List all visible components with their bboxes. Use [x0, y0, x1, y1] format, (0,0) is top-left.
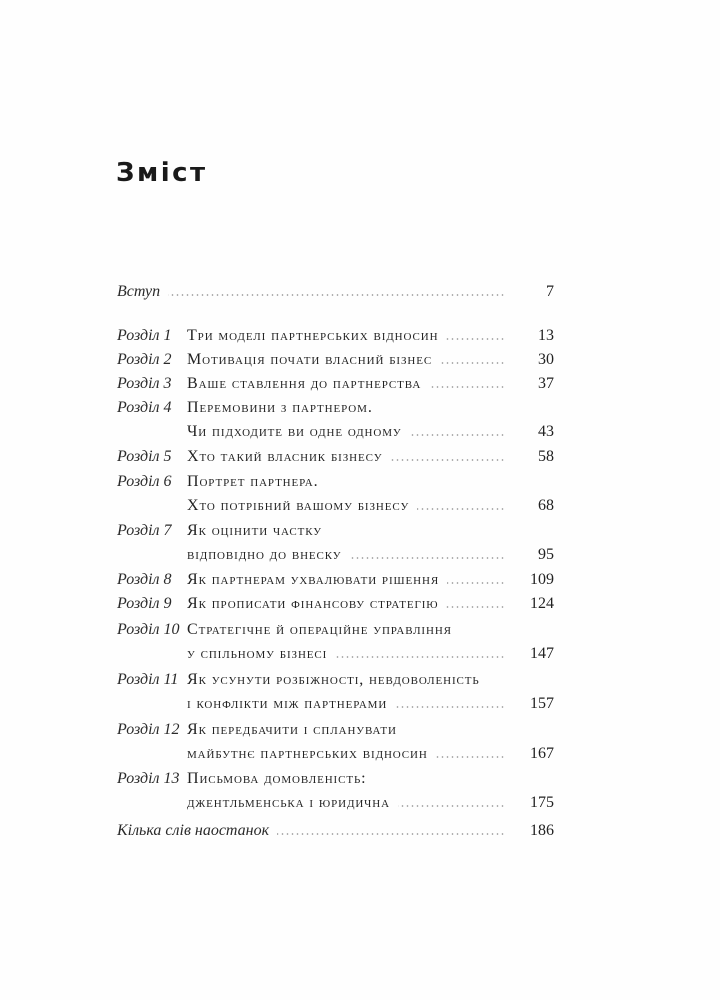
chapter-title-line: джентльменська і юридична — [187, 794, 390, 811]
page-title: Зміст — [116, 158, 208, 188]
chapter-label: Розділ 4 — [117, 399, 172, 416]
page-number: 186 — [530, 822, 554, 839]
chapter-title-line: відповідно до внеску — [187, 546, 342, 563]
chapter-title-line: майбутнє партнерських відносин — [187, 745, 428, 762]
dot-leader — [168, 294, 505, 296]
page-number: 37 — [538, 375, 554, 392]
dot-leader — [349, 557, 505, 559]
dot-leader — [440, 362, 505, 364]
chapter-title-line: Хто такий власник бізнесу — [187, 448, 383, 465]
dot-leader — [398, 805, 505, 807]
chapter-title-line: Портрет партнера. — [187, 473, 319, 490]
page-number: 175 — [530, 794, 554, 811]
toc-entry-chapter[interactable] — [117, 398, 557, 442]
entry-label: Вступ — [117, 283, 161, 300]
chapter-title-line: у спільному бізнесі — [187, 645, 328, 662]
toc-entry-chapter[interactable] — [117, 720, 557, 764]
page-number: 167 — [530, 745, 554, 762]
chapter-label: Розділ 13 — [117, 770, 180, 787]
chapter-title-line: Як оцінити частку — [187, 522, 322, 539]
chapter-title-line: Мотивація почати власний бізнес — [187, 351, 433, 368]
page-number: 147 — [530, 645, 554, 662]
toc-entry-chapter[interactable] — [117, 594, 557, 614]
dot-leader — [446, 338, 505, 340]
chapter-title-line: Три моделі партнерських відносин — [187, 327, 439, 344]
toc-entry-chapter[interactable] — [117, 472, 557, 516]
toc-entry-chapter[interactable] — [117, 620, 557, 664]
dot-leader — [417, 508, 505, 510]
page-number: 124 — [530, 595, 554, 612]
dot-leader — [410, 434, 505, 436]
toc-entry-intro[interactable] — [117, 282, 557, 302]
page-number: 7 — [546, 283, 554, 300]
entry-label: Кілька слів наостанок — [117, 822, 270, 839]
chapter-title-line: Хто потрібний вашому бізнесу — [187, 497, 410, 514]
chapter-label: Розділ 12 — [117, 721, 180, 738]
chapter-title-line: Як прописати фінансову стратегію — [187, 595, 439, 612]
dot-leader — [436, 756, 505, 758]
chapter-label: Розділ 8 — [117, 571, 172, 588]
toc-entry-chapter[interactable] — [117, 670, 557, 714]
toc-entry-chapter[interactable] — [117, 570, 557, 590]
toc-entry-chapter[interactable] — [117, 374, 557, 394]
page-number: 68 — [538, 497, 554, 514]
chapter-label: Розділ 1 — [117, 327, 172, 344]
chapter-label: Розділ 7 — [117, 522, 172, 539]
toc-entry-chapter[interactable] — [117, 326, 557, 346]
chapter-title-line: Ваше ставлення до партнерства — [187, 375, 422, 392]
page-number: 95 — [538, 546, 554, 563]
chapter-title-line: Письмова домовленість: — [187, 770, 367, 787]
dot-leader — [447, 582, 505, 584]
chapter-label: Розділ 10 — [117, 621, 180, 638]
chapter-label: Розділ 11 — [117, 671, 179, 688]
toc-entry-chapter[interactable] — [117, 521, 557, 565]
dot-leader — [390, 459, 505, 461]
chapter-title-line: Чи підходите ви одне одному — [187, 423, 402, 440]
chapter-label: Розділ 9 — [117, 595, 172, 612]
chapter-label: Розділ 2 — [117, 351, 172, 368]
chapter-title-line: і конфлікти між партнерами — [187, 695, 388, 712]
dot-leader — [446, 606, 505, 608]
dot-leader — [395, 706, 505, 708]
page-number: 43 — [538, 423, 554, 440]
page-number: 58 — [538, 448, 554, 465]
chapter-title-line: Як усунути розбіжності, невдоволеність — [187, 671, 480, 688]
chapter-label: Розділ 6 — [117, 473, 172, 490]
page-number: 30 — [538, 351, 554, 368]
chapter-label: Розділ 3 — [117, 375, 172, 392]
dot-leader — [429, 386, 505, 388]
chapter-title-line: Як передбачити і спланувати — [187, 721, 397, 738]
chapter-title-line: Як партнерам ухвалювати рішення — [187, 571, 440, 588]
dot-leader — [277, 833, 505, 835]
toc-entry-chapter[interactable] — [117, 769, 557, 813]
chapter-label: Розділ 5 — [117, 448, 172, 465]
chapter-title-line: Перемовини з партнером. — [187, 399, 373, 416]
dot-leader — [335, 656, 505, 658]
page-number: 157 — [530, 695, 554, 712]
page-number: 109 — [530, 571, 554, 588]
toc-entry-chapter[interactable] — [117, 350, 557, 370]
chapter-title-line: Стратегічне й операційне управління — [187, 621, 452, 638]
page-number: 13 — [538, 327, 554, 344]
toc-entry-chapter[interactable] — [117, 447, 557, 467]
toc-entry-outro[interactable] — [117, 821, 557, 841]
